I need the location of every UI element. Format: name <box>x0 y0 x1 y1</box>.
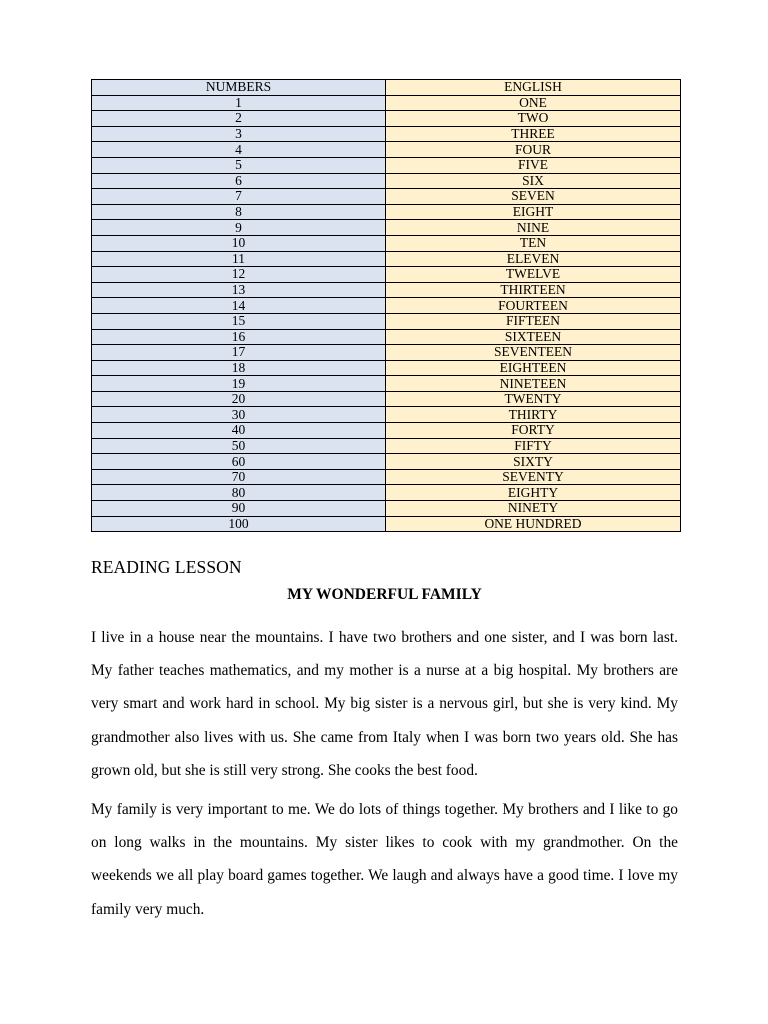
numbers-table <box>91 79 681 532</box>
english-word-cell: TWELVE <box>386 267 681 283</box>
english-word-cell: TWENTY <box>386 391 681 407</box>
number-cell: 12 <box>92 267 386 283</box>
table-row <box>92 345 681 361</box>
table-row <box>92 501 681 517</box>
english-word-cell: NINETY <box>386 501 681 517</box>
number-cell: 2 <box>92 111 386 127</box>
english-word-cell: NINETEEN <box>386 376 681 392</box>
english-word-cell: FIVE <box>386 157 681 173</box>
table-row <box>92 111 681 127</box>
english-word-cell: SIXTEEN <box>386 329 681 345</box>
table-row <box>92 454 681 470</box>
table-row <box>92 282 681 298</box>
english-word-cell: EIGHTY <box>386 485 681 501</box>
english-word-cell: FOURTEEN <box>386 298 681 314</box>
number-cell: 70 <box>92 469 386 485</box>
story-title: MY WONDERFUL FAMILY <box>287 586 482 603</box>
english-word-cell: SEVENTY <box>386 469 681 485</box>
number-cell: 3 <box>92 126 386 142</box>
english-word-cell: TEN <box>386 235 681 251</box>
english-word-cell: FOUR <box>386 142 681 158</box>
english-word-cell: ONE <box>386 95 681 111</box>
table-row <box>92 126 681 142</box>
number-cell: 9 <box>92 220 386 236</box>
table-row <box>92 423 681 439</box>
number-cell: 90 <box>92 501 386 517</box>
table-row <box>92 142 681 158</box>
number-cell: 15 <box>92 313 386 329</box>
number-cell: 8 <box>92 204 386 220</box>
number-cell: 1 <box>92 95 386 111</box>
table-row <box>92 220 681 236</box>
english-word-cell: EIGHT <box>386 204 681 220</box>
number-cell: 4 <box>92 142 386 158</box>
number-cell: 13 <box>92 282 386 298</box>
number-cell: 17 <box>92 345 386 361</box>
english-word-cell: EIGHTEEN <box>386 360 681 376</box>
reading-lesson-heading: READING LESSON <box>91 557 242 577</box>
table-row <box>92 516 681 532</box>
numbers-column-header: NUMBERS <box>92 80 386 96</box>
number-cell: 6 <box>92 173 386 189</box>
table-row <box>92 235 681 251</box>
english-word-cell: ONE HUNDRED <box>386 516 681 532</box>
number-cell: 11 <box>92 251 386 267</box>
table-row <box>92 267 681 283</box>
table-row <box>92 204 681 220</box>
table-row <box>92 329 681 345</box>
number-cell: 50 <box>92 438 386 454</box>
english-word-cell: FIFTEEN <box>386 313 681 329</box>
english-word-cell: THREE <box>386 126 681 142</box>
english-word-cell: SEVENTEEN <box>386 345 681 361</box>
number-cell: 16 <box>92 329 386 345</box>
english-word-cell: SIXTY <box>386 454 681 470</box>
number-cell: 18 <box>92 360 386 376</box>
number-cell: 19 <box>92 376 386 392</box>
english-column-header: ENGLISH <box>386 80 681 96</box>
table-row <box>92 251 681 267</box>
number-cell: 30 <box>92 407 386 423</box>
table-header-row <box>92 80 681 96</box>
english-word-cell: ELEVEN <box>386 251 681 267</box>
table-row <box>92 298 681 314</box>
table-row <box>92 189 681 205</box>
number-cell: 7 <box>92 189 386 205</box>
english-word-cell: NINE <box>386 220 681 236</box>
table-row <box>92 438 681 454</box>
table-row <box>92 157 681 173</box>
number-cell: 60 <box>92 454 386 470</box>
number-cell: 20 <box>92 391 386 407</box>
number-cell: 5 <box>92 157 386 173</box>
table-row <box>92 360 681 376</box>
table-row <box>92 407 681 423</box>
story-paragraph-2: My family is very important to me. We do lots of things together. My brothers and I like to go on long walks in the mountains. My sister likes to cook with my grandmother. On the weekends we all play board games together. We laugh and always have a good time. I love my family very much. <box>91 801 678 918</box>
story-paragraph-1: I live in a house near the mountains. I have two brothers and one sister, and I was born last. My father teaches mathematics, and my mother is a nurse at a big hospital. My brothers are very smart and work hard in school. My big sister is a nervous girl, but she is very kind. My grandmother also lives with us. She came from Italy when I was born two years old. She has grown old, but she is still very strong. She cooks the best food. <box>91 629 678 779</box>
table-row <box>92 485 681 501</box>
table-row <box>92 376 681 392</box>
number-cell: 40 <box>92 423 386 439</box>
table-row <box>92 391 681 407</box>
number-cell: 100 <box>92 516 386 532</box>
table-body <box>92 95 681 532</box>
english-word-cell: THIRTEEN <box>386 282 681 298</box>
english-word-cell: THIRTY <box>386 407 681 423</box>
number-cell: 80 <box>92 485 386 501</box>
english-word-cell: FIFTY <box>386 438 681 454</box>
table-row <box>92 173 681 189</box>
english-word-cell: TWO <box>386 111 681 127</box>
english-word-cell: SEVEN <box>386 189 681 205</box>
number-cell: 10 <box>92 235 386 251</box>
table-row <box>92 313 681 329</box>
number-cell: 14 <box>92 298 386 314</box>
english-word-cell: FORTY <box>386 423 681 439</box>
table-row <box>92 95 681 111</box>
english-word-cell: SIX <box>386 173 681 189</box>
table-row <box>92 469 681 485</box>
